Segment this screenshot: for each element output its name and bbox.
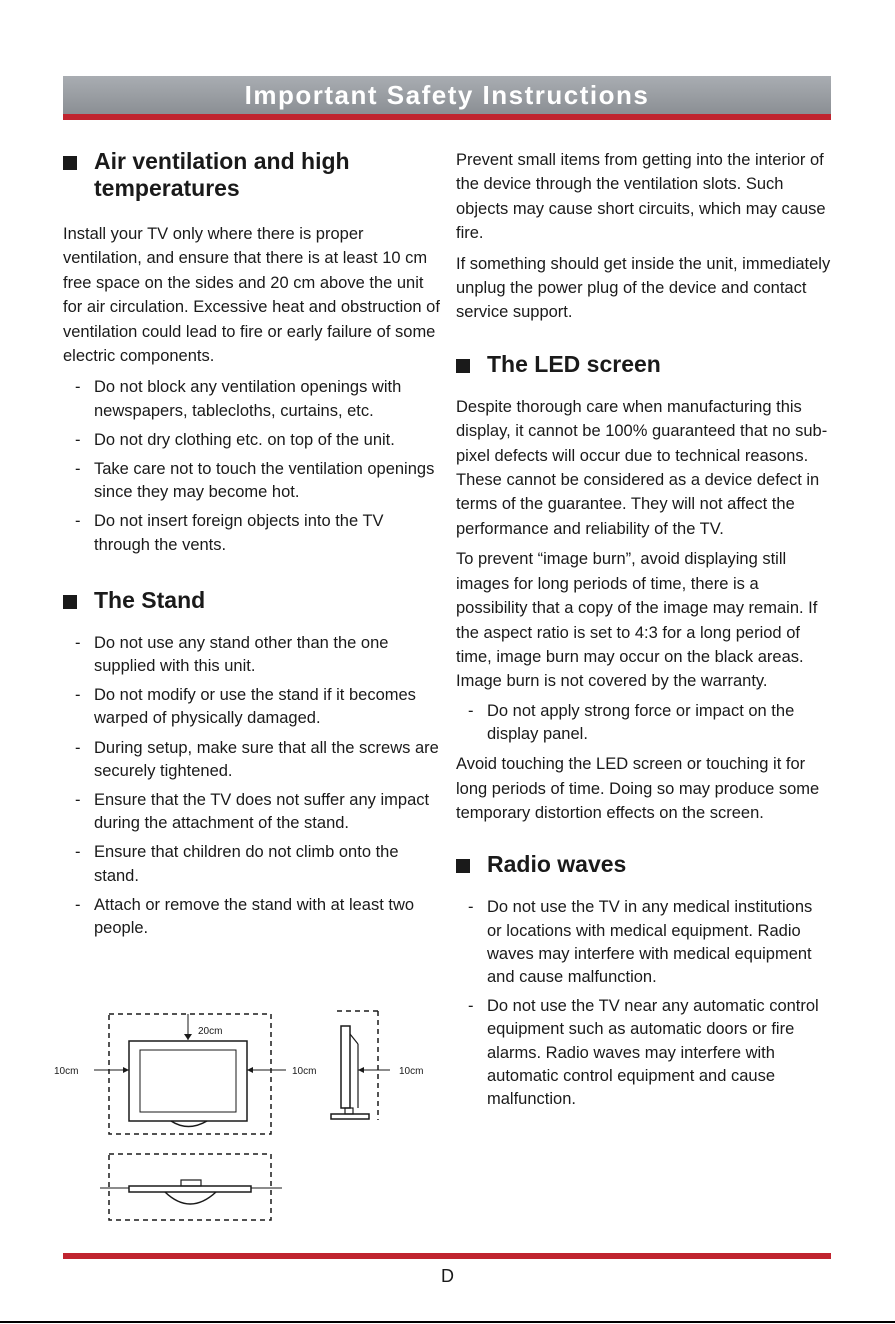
dash-icon: -	[75, 895, 81, 914]
top-arrow-head	[184, 1034, 192, 1040]
tv-stand-front	[171, 1121, 207, 1127]
tv-side-neck	[345, 1108, 353, 1114]
section-led-screen	[456, 351, 831, 826]
left-column	[63, 148, 443, 940]
label-top-20cm: 20cm	[198, 1026, 223, 1037]
list-item: - Take care not to touch the ventilation openings since they may become hot.	[75, 460, 435, 502]
bottom-rule	[0, 1321, 895, 1323]
dash-icon: -	[468, 898, 474, 917]
page-number: D	[441, 1266, 454, 1286]
header-divider	[63, 114, 831, 120]
top-clearance-box	[109, 1154, 271, 1220]
side-arrow-head	[358, 1067, 364, 1073]
bullet-list	[63, 632, 443, 940]
paragraph: If something should get inside the unit, immediately unplug the power plug of the device and contact service support.	[456, 254, 831, 322]
bullet-list	[63, 376, 443, 556]
header-banner	[63, 76, 831, 114]
bullet-list	[456, 700, 831, 746]
list-item: - Do not apply strong force or impact on the display panel.	[468, 701, 795, 743]
page-title: Important Safety Instructions	[244, 79, 650, 110]
label-left-10cm: 10cm	[54, 1066, 79, 1077]
section-radio-waves	[456, 851, 831, 1111]
list-item: - Do not insert foreign objects into the TV through the vents.	[75, 512, 384, 554]
list-item: - Do not dry clothing etc. on top of the unit.	[63, 429, 443, 452]
list-item: - Do not use the TV near any automatic control equipment such as automatic doors or fire alarms. Radio waves may interfere with automatic control equipment and cause malfunction.	[468, 997, 819, 1108]
list-item: - Attach or remove the stand with at least two people.	[75, 895, 415, 938]
section-heading: The LED screen	[456, 351, 831, 378]
tv-top-body	[129, 1186, 251, 1192]
dash-icon: -	[468, 997, 474, 1016]
left-arrow-head	[123, 1067, 129, 1073]
tv-side-panel	[341, 1026, 350, 1108]
square-bullet-icon	[456, 859, 470, 873]
bullet-list	[456, 896, 831, 1111]
dash-icon: -	[75, 378, 81, 397]
paragraph: Prevent small items from getting into the interior of the device through the ventilation slots. Such objects may cause short circuits, which may cause fire.	[456, 151, 826, 243]
list-item: - Do not use any stand other than the one supplied with this unit.	[75, 633, 389, 676]
list-item: - During setup, make sure that all the screws are securely tightened.	[75, 738, 439, 780]
paragraph: To prevent “image burn”, avoid displaying still images for long periods of time, there is a possibility that a copy of the image may remain. If the aspect ratio is set to 4:3 for a long period of time, image burn may occur on the black areas. Image burn is not covered by the warranty.	[456, 550, 818, 691]
section-stand	[63, 587, 443, 940]
dash-icon: -	[75, 843, 81, 862]
list-item: - Do not use the TV in any medical institutions or locations with medical equipment. Radio waves may interfere with medical equipment and cause malfunction.	[468, 898, 813, 986]
label-right-10cm: 10cm	[292, 1066, 317, 1077]
dash-icon: -	[75, 633, 81, 652]
section-heading: Radio waves	[456, 851, 831, 878]
square-bullet-icon	[63, 595, 77, 609]
list-item: - Do not block any ventilation openings with newspapers, tablecloths, curtains, etc.	[75, 378, 402, 420]
right-arrow-head	[247, 1067, 253, 1073]
tv-top-stand	[165, 1192, 216, 1204]
paragraph: Despite thorough care when manufacturing this display, it cannot be 100% guaranteed that no sub-pixel defects will occur due to technical reasons. These cannot be considered as a device defect in terms of the guarantee. They will not affect the performance and reliability of the TV.	[456, 397, 828, 538]
section-heading: Air ventilation and high temperatures	[63, 148, 443, 202]
section-heading: The Stand	[63, 587, 443, 614]
tv-screen	[140, 1050, 236, 1112]
footer-divider	[63, 1253, 831, 1259]
paragraph: Avoid touching the LED screen or touching it for long periods of time. Doing so may produce some temporary distortion effects on the screen.	[456, 755, 820, 822]
list-item: - Do not modify or use the stand if it becomes warped of physically damaged.	[75, 686, 416, 728]
clearance-diagram	[50, 1006, 450, 1226]
tv-side-base	[331, 1114, 369, 1119]
dash-icon: -	[75, 686, 81, 705]
dash-icon: -	[468, 701, 474, 720]
clearance-diagram-svg	[50, 1006, 450, 1226]
label-side-10cm: 10cm	[399, 1066, 424, 1077]
dash-icon: -	[75, 430, 81, 449]
dash-icon: -	[75, 791, 81, 810]
square-bullet-icon	[63, 156, 77, 170]
section-air-ventilation	[63, 148, 443, 557]
tv-top-mount	[181, 1180, 201, 1186]
dash-icon: -	[75, 738, 81, 757]
tv-front-outline	[129, 1041, 247, 1121]
list-item: - Ensure that the TV does not suffer any impact during the attachment of the stand.	[75, 791, 430, 833]
list-item: - Ensure that children do not climb onto the stand.	[75, 843, 399, 885]
square-bullet-icon	[456, 359, 470, 373]
tv-side-back	[350, 1034, 358, 1044]
dash-icon: -	[75, 512, 81, 531]
paragraph: Install your TV only where there is proper ventilation, and ensure that there is at least 10 cm free space on the sides and 20 cm above the unit for air circulation. Excessive heat and obstruction of ventilation could lead to fire or early failure of some electric components.	[63, 225, 440, 366]
dash-icon: -	[75, 460, 81, 479]
right-column	[456, 148, 831, 1111]
